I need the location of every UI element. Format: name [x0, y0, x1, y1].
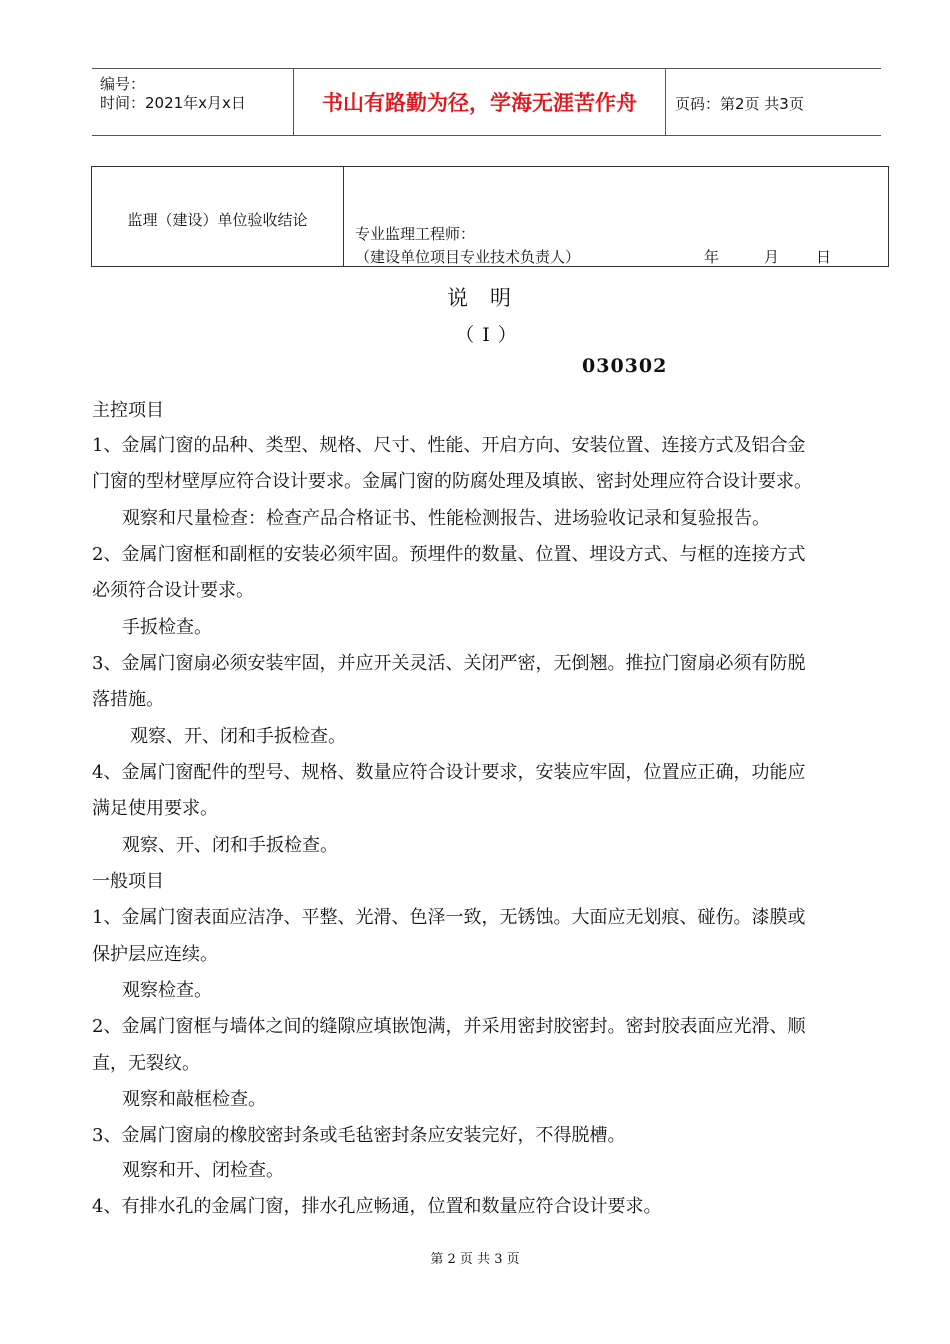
inspection-method: 观察、开、闭和手扳检查。	[130, 726, 346, 747]
paragraph-line: 必须符合设计要求。	[92, 580, 254, 601]
inspection-method: 观察和敲框检查。	[122, 1089, 266, 1110]
engineer-label: 专业监理工程师：	[355, 225, 476, 243]
inspection-method: 观察、开、闭和手扳检查。	[122, 835, 338, 856]
document-header	[92, 68, 881, 136]
paragraph-line: 门窗的型材壁厚应符合设计要求。金属门窗的防腐处理及填嵌、密封处理应符合设计要求。	[92, 471, 812, 492]
responsible-label: （建设单位项目专业技术负责人）	[355, 248, 581, 266]
paragraph-line: 落措施。	[92, 689, 164, 710]
day-label: 日	[816, 248, 832, 266]
paragraph-line: 3、金属门窗扇必须安装牢固，并应开关灵活、关闭严密，无倒翘。推拉门窗扇必须有防脱	[92, 653, 806, 674]
paragraph-line: 4、有排水孔的金属门窗，排水孔应畅通，位置和数量应符合设计要求。	[92, 1196, 662, 1217]
signoff-label: 监理（建设）单位验收结论	[127, 211, 308, 229]
month-label: 月	[764, 248, 780, 266]
header-meta	[92, 69, 293, 135]
page-footer: 第 2 页 共 3 页	[430, 1252, 520, 1267]
page-subtitle: （Ⅰ）	[455, 324, 525, 346]
table-divider	[343, 167, 344, 266]
doc-code: 030302	[582, 355, 668, 377]
year-label: 年	[704, 248, 720, 266]
inspection-method: 观察和开、闭检查。	[122, 1160, 284, 1181]
page-title: 说明	[447, 286, 533, 310]
paragraph-line: 满足使用要求。	[92, 798, 218, 819]
paragraph-line: 1、金属门窗表面应洁净、平整、光滑、色泽一致，无锈蚀。大面应无划痕、碰伤。漆膜或	[92, 907, 806, 928]
inspection-method: 观察检查。	[122, 980, 212, 1001]
paragraph-line: 2、金属门窗框与墙体之间的缝隙应填嵌饱满，并采用密封胶密封。密封胶表面应光滑、顺	[92, 1016, 806, 1037]
paragraph-line: 保护层应连续。	[92, 944, 218, 965]
header-motto: 书山有路勤为径，学海无涯苦作舟	[322, 91, 637, 115]
inspection-method: 手扳检查。	[122, 617, 212, 638]
paragraph-line: 直，无裂纹。	[92, 1053, 200, 1074]
header-divider	[665, 69, 666, 135]
header-page-label: 页码：第2页 共3页	[675, 95, 804, 113]
signoff-table	[91, 166, 889, 267]
paragraph-line: 4、金属门窗配件的型号、规格、数量应符合设计要求，安装应牢固，位置应正确，功能应	[92, 762, 806, 783]
paragraph-line: 1、金属门窗的品种、类型、规格、尺寸、性能、开启方向、安装位置、连接方式及铝合金	[92, 435, 806, 456]
paragraph-line: 2、金属门窗框和副框的安装必须牢固。预埋件的数量、位置、埋设方式、与框的连接方式	[92, 544, 806, 565]
section-heading-general: 一般项目	[92, 871, 164, 892]
doc-number-label: 编号：	[100, 75, 146, 93]
doc-time-label: 时间：2021年x月x日	[100, 94, 246, 112]
section-heading-main: 主控项目	[92, 400, 164, 421]
paragraph-line: 3、金属门窗扇的橡胶密封条或毛毡密封条应安装完好，不得脱槽。	[92, 1125, 626, 1146]
inspection-method: 观察和尺量检查：检查产品合格证书、性能检测报告、进场验收记录和复验报告。	[122, 508, 770, 529]
